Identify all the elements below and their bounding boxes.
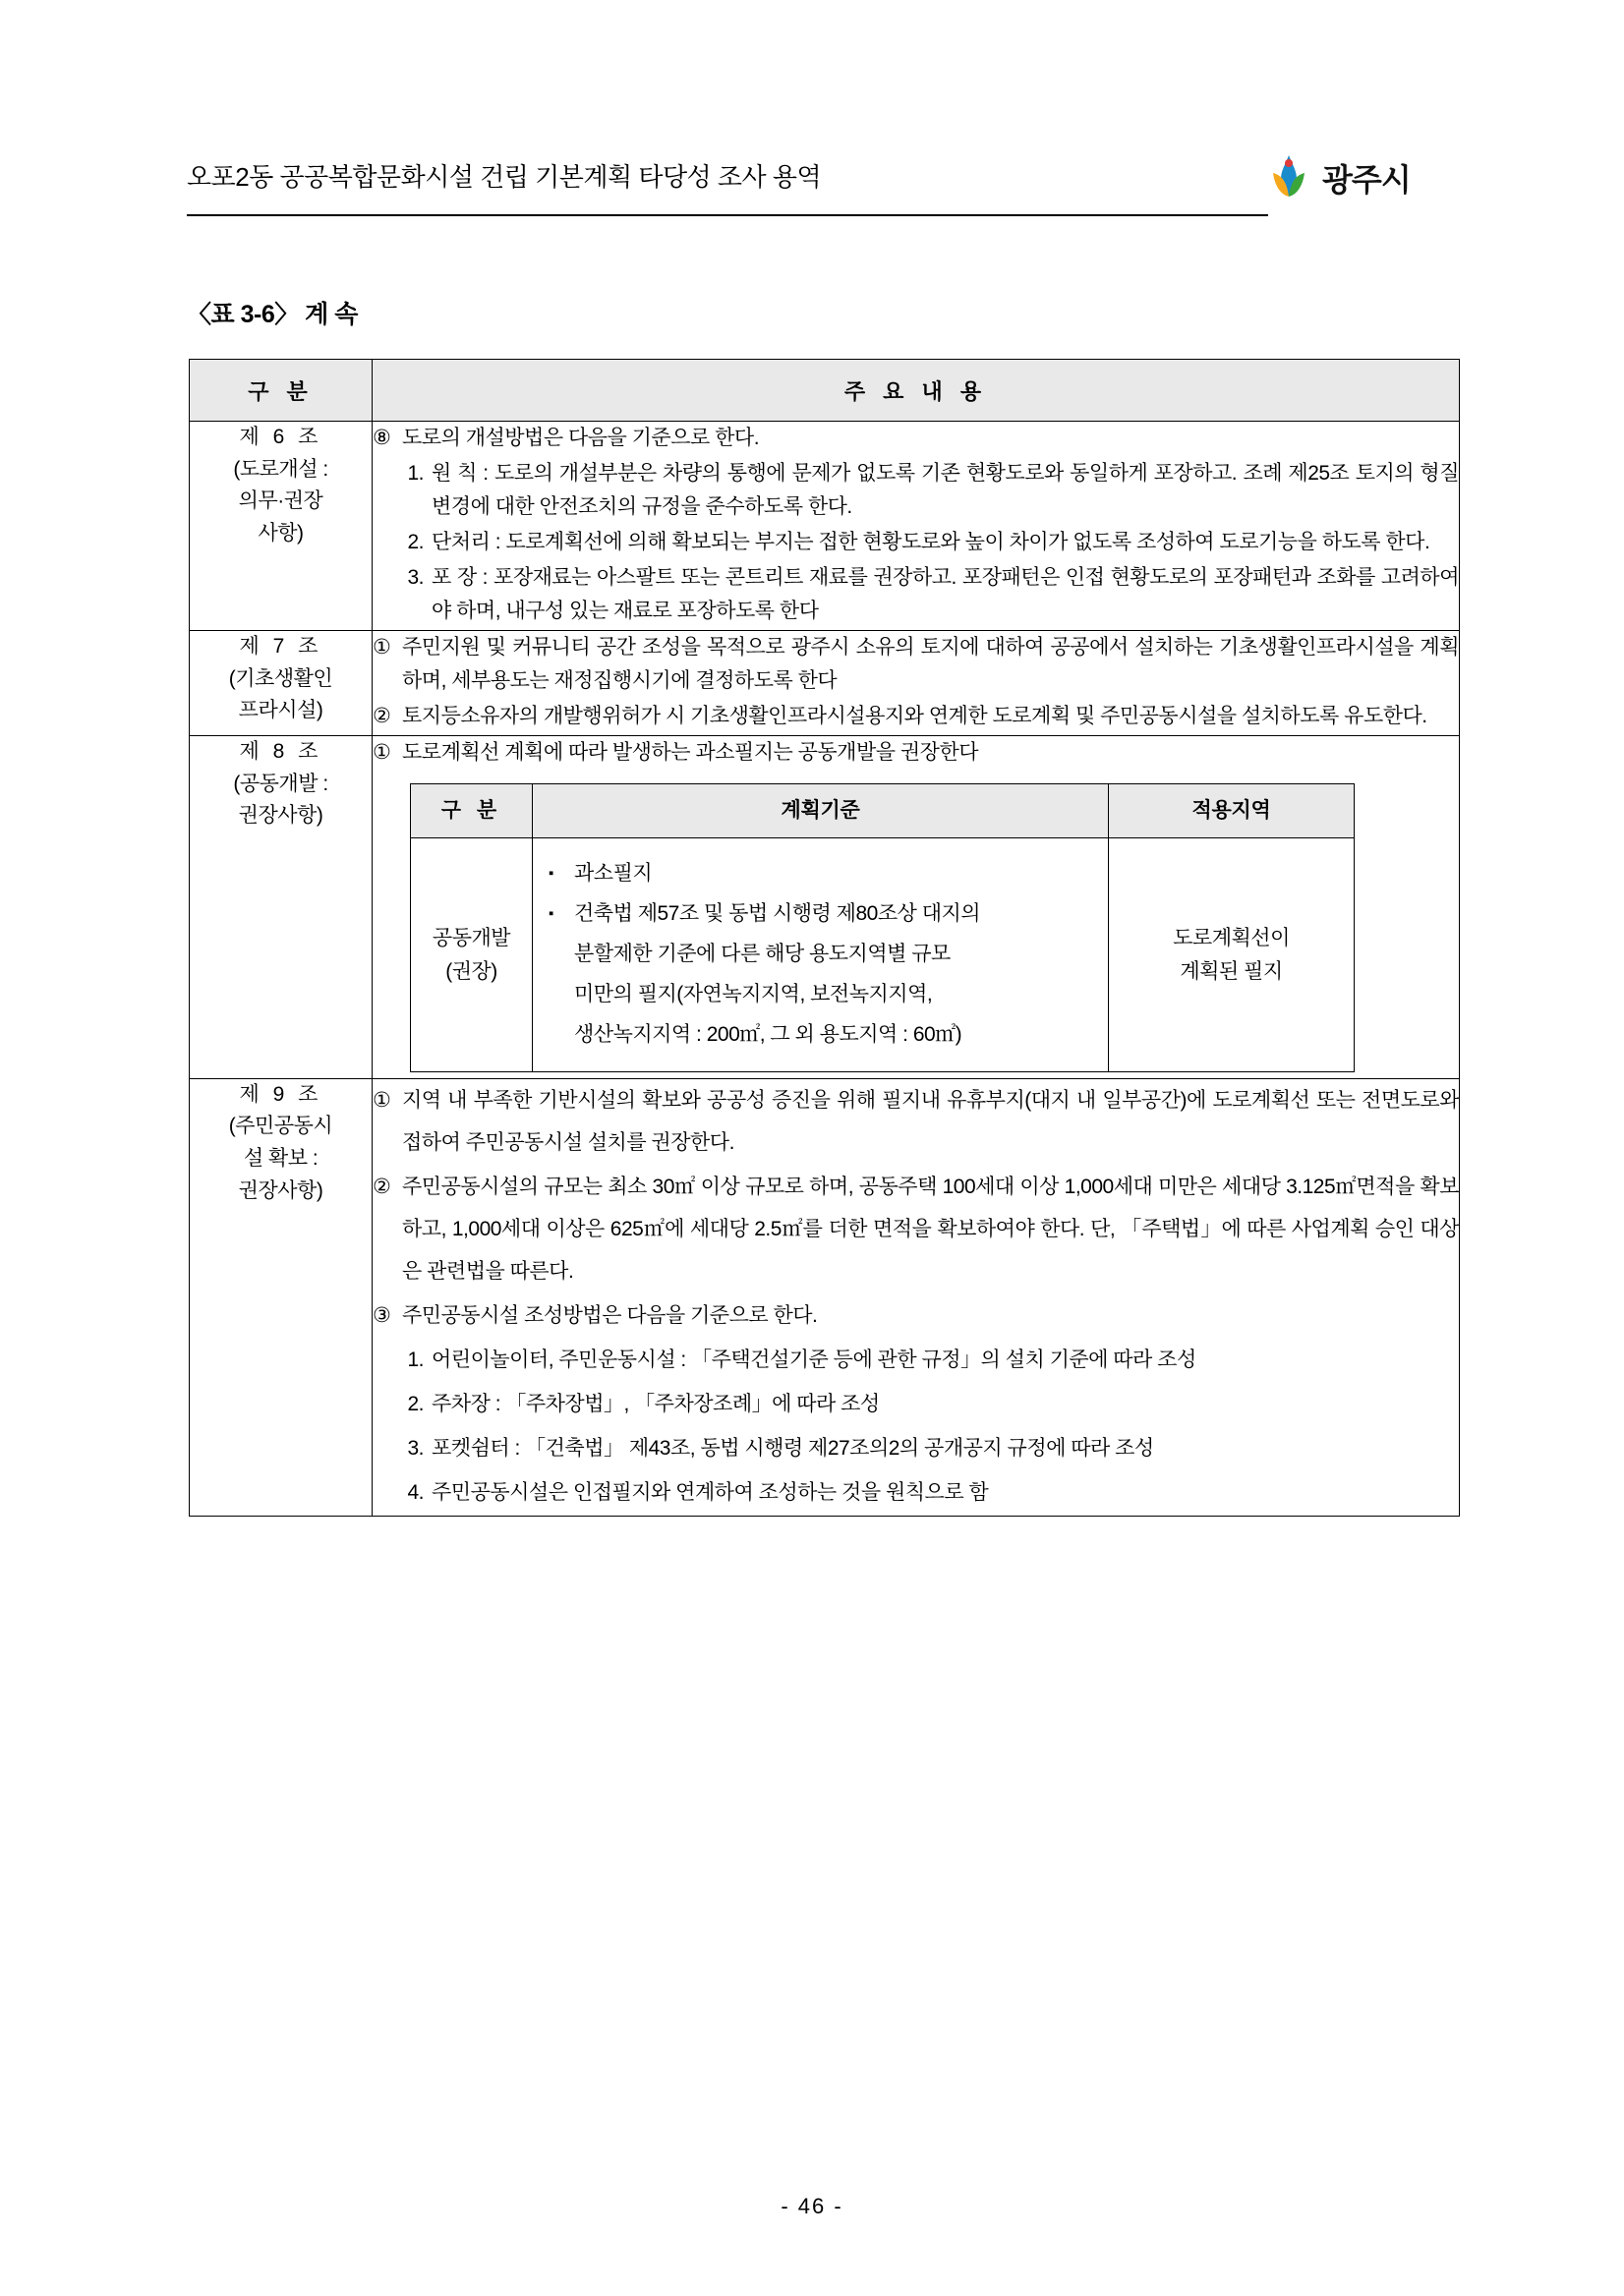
list-item xyxy=(373,1079,1459,1164)
criteria-line: 분할제한 기준에 다른 해당 용도지역별 규모 xyxy=(574,943,951,966)
label-line: (기초생활인 xyxy=(228,666,333,690)
list-text: 주민지원 및 커뮤니티 공간 조성을 목적으로 광주시 소유의 토지에 대하여 공공에서 설치하는 기초생활인프라시설을 계획하며, 세부용도는 재정집행시기에 결정하도록 한다 xyxy=(402,636,1459,693)
logo xyxy=(1263,147,1450,208)
square-bullet-icon: ▪ xyxy=(549,905,553,923)
row-content-article7 xyxy=(373,631,1460,736)
list-text: 주차장 : 「주차장법」, 「주차장조례」에 따라 조성 xyxy=(432,1393,880,1416)
criteria-item xyxy=(549,854,1098,894)
inner-cell-criteria xyxy=(533,838,1109,1072)
list-item xyxy=(373,700,1459,733)
list-item xyxy=(388,1339,1459,1381)
list-item xyxy=(373,736,1459,770)
col-header-division: 구 분 xyxy=(190,360,373,422)
division-line: 공동개발 xyxy=(432,926,511,949)
list-marker: ② xyxy=(373,1175,391,1198)
list-marker: 3. xyxy=(407,1437,424,1461)
list-marker: ⑧ xyxy=(373,427,391,449)
header-title: 오포2동 공공복합문화시설 건립 기본계획 타당성 조사 용역 xyxy=(187,162,822,192)
list-text: 포 장 : 포장재료는 아스팔트 또는 콘트리트 재료를 권장하고. 포장패턴은 인접 현황도로의 포장패턴과 조화를 고려하여야 하며, 내구성 있는 재료로 포장하도록 한다 xyxy=(432,566,1459,623)
list-text: 단처리 : 도로계획선에 의해 확보되는 부지는 접한 현황도로와 높이 차이가 없도록 조성하여 도로기능을 하도록 한다. xyxy=(432,531,1430,554)
list-item xyxy=(388,1427,1459,1469)
label-line: (도로개설 : xyxy=(233,457,328,481)
row-content-article9 xyxy=(373,1078,1460,1516)
inner-cell-area xyxy=(1109,838,1355,1072)
criteria-line: 생산녹지지역 : 200㎡, 그 외 용도지역 : 60㎡) xyxy=(574,1022,962,1046)
label-line: 제 9 조 xyxy=(239,1082,322,1106)
main-table xyxy=(189,359,1460,1517)
criteria-item xyxy=(549,894,1098,1056)
header-divider xyxy=(187,214,1268,216)
list-text: 주민공동시설 조성방법은 다음을 기준으로 한다. xyxy=(402,1304,818,1328)
list-marker: 4. xyxy=(407,1481,424,1505)
list-item xyxy=(373,422,1459,455)
row-label-article8 xyxy=(190,736,373,1079)
criteria-line: 미만의 필지(자연녹지지역, 보전녹지지역, xyxy=(574,982,933,1005)
label-line: 제 8 조 xyxy=(239,740,322,764)
list-text: 포켓쉼터 : 「건축법」 제43조, 동법 시행령 제27조의2의 공개공지 규정에 따라 조성 xyxy=(432,1437,1154,1461)
label-line: 권장사항) xyxy=(238,804,323,828)
list-marker: ① xyxy=(373,741,391,765)
list-item xyxy=(388,457,1459,524)
gwangju-city-logo-icon xyxy=(1263,151,1314,202)
list-item xyxy=(388,1471,1459,1514)
table-row xyxy=(190,736,1460,1079)
list-marker: ③ xyxy=(373,1304,391,1328)
list-marker: ① xyxy=(373,1088,391,1112)
list-marker: 3. xyxy=(407,566,424,590)
inner-header-row xyxy=(411,784,1355,838)
list-item xyxy=(373,1294,1459,1337)
list-text: 토지등소유자의 개발행위허가 시 기초생활인프라시설용지와 연계한 도로계획 및 주민공동시설을 설치하도록 유도한다. xyxy=(402,705,1427,728)
table-row xyxy=(190,1078,1460,1516)
label-line: 설 확보 : xyxy=(243,1146,319,1170)
list-text: 주민공동시설의 규모는 최소 30㎡ 이상 규모로 하며, 공동주택 100세대 이상 1,000세대 미만은 세대당 3.125㎡면적을 확보하고, 1,000세대 이상은 625㎡에 세대당 2.5㎡를 더한 면적을 확보하여야 한다. 단, 「주택법」에 따른 사업계획 승인 대상은 관련법을 따른다. xyxy=(402,1175,1459,1284)
criteria-line: 건축법 제57조 및 동법 시행령 제80조상 대지의 xyxy=(574,902,981,926)
list-text: 도로의 개설방법은 다음을 기준으로 한다. xyxy=(402,427,760,449)
list-text: 어린이놀이터, 주민운동시설 : 「주택건설기준 등에 관한 규정」의 설치 기준에 따라 조성 xyxy=(432,1349,1196,1372)
division-line: (권장) xyxy=(445,959,497,983)
row-label-article6 xyxy=(190,422,373,631)
list-marker: ② xyxy=(373,705,391,728)
inner-table-wrapper xyxy=(410,783,1354,1072)
logo-text: 광주시 xyxy=(1322,162,1411,198)
list-item xyxy=(388,526,1459,559)
label-line: 권장사항) xyxy=(238,1178,323,1202)
inner-col-area: 적용지역 xyxy=(1109,784,1355,838)
inner-table-row xyxy=(411,838,1355,1072)
page-footer: - 46 - xyxy=(781,2194,843,2218)
table-header-row xyxy=(190,360,1460,422)
label-line: (공동개발 : xyxy=(233,772,328,795)
label-line: 사항) xyxy=(258,521,304,545)
list-item xyxy=(373,631,1459,698)
page-header xyxy=(187,147,1450,226)
row-label-article9 xyxy=(190,1078,373,1516)
list-item xyxy=(388,561,1459,628)
table-row xyxy=(190,631,1460,736)
list-marker: 1. xyxy=(407,462,424,486)
list-marker: 1. xyxy=(407,1349,424,1372)
list-marker: 2. xyxy=(407,1393,424,1416)
joint-development-table xyxy=(410,783,1355,1072)
label-line: 프라시설) xyxy=(238,699,323,722)
square-bullet-icon: ▪ xyxy=(549,865,553,883)
col-header-content: 주 요 내 용 xyxy=(373,360,1460,422)
row-content-article8 xyxy=(373,736,1460,1079)
inner-col-criteria: 계획기준 xyxy=(533,784,1109,838)
list-item xyxy=(373,1166,1459,1292)
list-marker: 2. xyxy=(407,531,424,554)
row-label-article7 xyxy=(190,631,373,736)
area-line: 도로계획선이 xyxy=(1173,926,1290,949)
label-line: 제 6 조 xyxy=(239,426,322,448)
inner-col-division: 구 분 xyxy=(411,784,533,838)
table-row xyxy=(190,422,1460,631)
table-caption: 〈표 3-6〉 계 속 xyxy=(187,301,358,328)
area-line: 계획된 필지 xyxy=(1180,959,1283,983)
list-marker: ① xyxy=(373,636,391,660)
list-text: 주민공동시설은 인접필지와 연계하여 조성하는 것을 원칙으로 함 xyxy=(432,1481,989,1505)
list-text: 지역 내 부족한 기반시설의 확보와 공공성 증진을 위해 필지내 유휴부지(대지 내 일부공간)에 도로계획선 또는 전면도로와 접하여 주민공동시설 설치를 권장한다. xyxy=(402,1088,1459,1154)
label-line: 의무·권장 xyxy=(238,489,323,513)
label-line: (주민공동시 xyxy=(228,1115,333,1138)
list-item xyxy=(388,1383,1459,1425)
criteria-text: 과소필지 xyxy=(574,862,653,886)
inner-cell-division xyxy=(411,838,533,1072)
list-text: 원 칙 : 도로의 개설부분은 차량의 통행에 문제가 없도록 기존 현황도로와 동일하게 포장하고. 조례 제25조 토지의 형질변경에 대한 안전조치의 규정을 준수하도록 한다. xyxy=(432,462,1459,519)
label-line: 제 7 조 xyxy=(239,635,322,659)
criteria-text xyxy=(574,894,1098,1056)
row-content-article6 xyxy=(373,422,1460,631)
list-text: 도로계획선 계획에 따라 발생하는 과소필지는 공동개발을 권장한다 xyxy=(402,741,979,765)
